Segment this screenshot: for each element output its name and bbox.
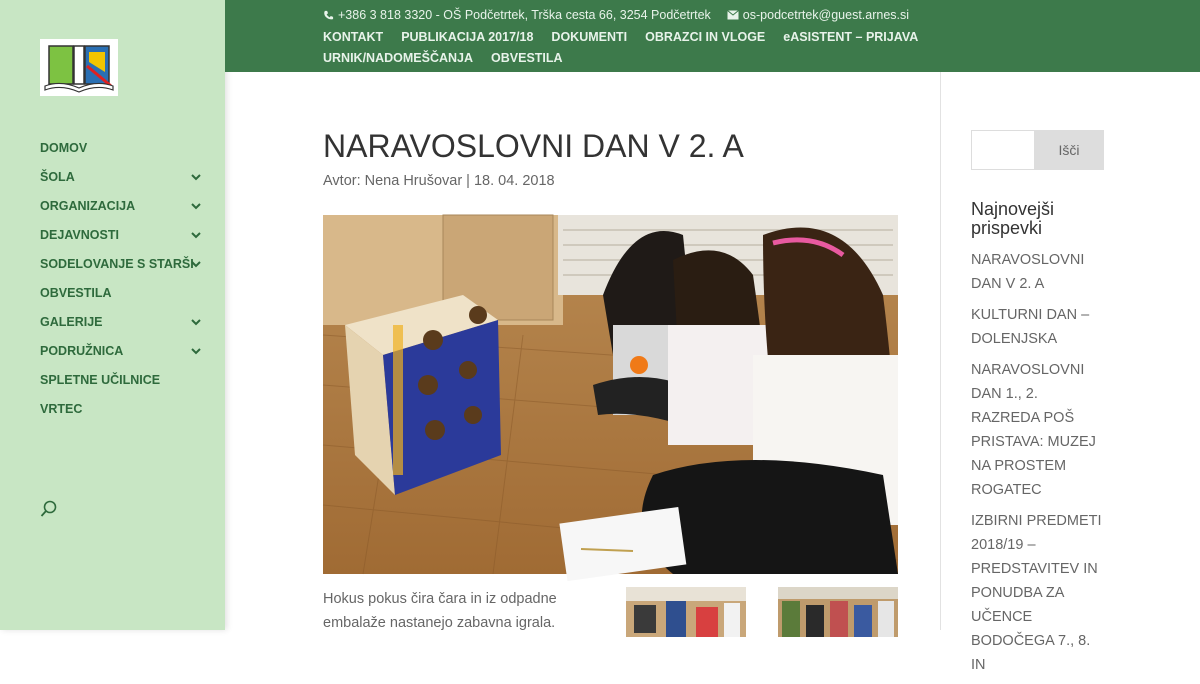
sidebar-item-label: DOMOV <box>40 141 88 155</box>
chevron-down-icon[interactable] <box>190 229 202 241</box>
search-icon[interactable] <box>40 500 58 518</box>
right-sidebar <box>971 130 1106 684</box>
content-divider <box>940 72 941 630</box>
sidebar-item[interactable] <box>40 165 210 189</box>
sidebar-item-label: PODRUŽNICA <box>40 344 124 358</box>
sidebar-item-label: OBVESTILA <box>40 286 112 300</box>
sidebar-item[interactable] <box>40 223 210 247</box>
search-button[interactable]: Išči <box>1034 130 1104 170</box>
sidebar-item-label: VRTEC <box>40 402 83 416</box>
sidebar-item-label: DEJAVNOSTI <box>40 228 119 242</box>
top-menu-item[interactable]: PUBLIKACIJA 2017/18 <box>401 30 534 44</box>
top-menu-item[interactable]: OBVESTILA <box>491 51 563 65</box>
sidebar-menu <box>40 136 210 426</box>
recent-posts-title: Najnovejši prispevki <box>971 199 1055 238</box>
chevron-down-icon[interactable] <box>190 171 202 183</box>
sidebar-item[interactable] <box>40 281 210 305</box>
left-sidebar <box>0 0 225 630</box>
post-excerpt: Hokus pokus čira čara in iz odpadne embalaže nastanejo zabavna igrala. <box>323 591 557 631</box>
top-menu <box>323 29 1083 66</box>
search-form <box>971 130 1106 170</box>
gallery-thumbnail[interactable] <box>778 587 898 637</box>
top-menu-item[interactable]: DOKUMENTI <box>551 30 628 44</box>
sidebar-item-label: GALERIJE <box>40 315 103 329</box>
gallery-photo-image <box>626 587 746 637</box>
phone-text: +386 3 818 3320 - OŠ Podčetrtek, Trška cesta 66, 3254 Podčetrtek <box>338 8 711 22</box>
gallery-photo-image <box>778 587 898 637</box>
phone-item <box>323 8 711 22</box>
sidebar-item-label: SODELOVANJE S STARŠI <box>40 257 194 271</box>
sidebar-item[interactable] <box>40 310 210 334</box>
chevron-down-icon[interactable] <box>190 316 202 328</box>
sidebar-item-label: ŠOLA <box>40 170 75 184</box>
search-input[interactable] <box>971 130 1034 170</box>
recent-post-link[interactable]: NARAVOSLOVNI DAN 1., 2. RAZREDA POŠ PRISTAVA: MUZEJ NA PROSTEM ROGATEC <box>971 362 1096 498</box>
email-text[interactable]: os-podcetrtek@guest.arnes.si <box>742 8 910 22</box>
featured-photo[interactable] <box>323 215 898 574</box>
sidebar-item[interactable] <box>40 397 210 421</box>
top-menu-item[interactable]: eASISTENT – PRIJAVA <box>783 30 919 44</box>
email-item[interactable] <box>727 8 909 22</box>
sidebar-item-label: SPLETNE UČILNICE <box>40 373 161 387</box>
envelope-icon <box>727 10 739 20</box>
sidebar-item[interactable] <box>40 368 210 392</box>
chevron-down-icon[interactable] <box>190 258 202 270</box>
recent-post-link[interactable]: KULTURNI DAN – DOLENJSKA <box>971 307 1090 347</box>
school-logo[interactable] <box>40 39 118 96</box>
top-header <box>225 0 1200 72</box>
sidebar-item[interactable] <box>40 136 210 160</box>
recent-post-link[interactable]: NARAVOSLOVNI DAN V 2. A <box>971 252 1085 292</box>
sidebar-item[interactable] <box>40 339 210 363</box>
sidebar-item[interactable] <box>40 252 210 276</box>
top-menu-item[interactable]: OBRAZCI IN VLOGE <box>645 30 766 44</box>
contact-info <box>323 8 909 22</box>
book-logo-icon <box>43 42 115 94</box>
post-title[interactable]: NARAVOSLOVNI DAN V 2. A <box>323 128 744 164</box>
sidebar-item-label: ORGANIZACIJA <box>40 199 136 213</box>
chevron-down-icon[interactable] <box>190 200 202 212</box>
top-menu-item[interactable]: URNIK/NADOMEŠČANJA <box>323 51 474 65</box>
post-meta: Avtor: Nena Hrušovar | 18. 04. 2018 <box>323 173 555 189</box>
phone-icon <box>323 10 334 21</box>
sidebar-item[interactable] <box>40 194 210 218</box>
gallery-thumbnail[interactable] <box>626 587 746 637</box>
classroom-photo-image <box>323 215 898 574</box>
recent-posts-list <box>971 248 1106 677</box>
top-menu-item[interactable]: KONTAKT <box>323 30 384 44</box>
recent-post-link[interactable]: IZBIRNI PREDMETI 2018/19 – PREDSTAVITEV IN PONUDBA ZA UČENCE BODOČEGA 7., 8. IN <box>971 513 1102 673</box>
chevron-down-icon[interactable] <box>190 345 202 357</box>
